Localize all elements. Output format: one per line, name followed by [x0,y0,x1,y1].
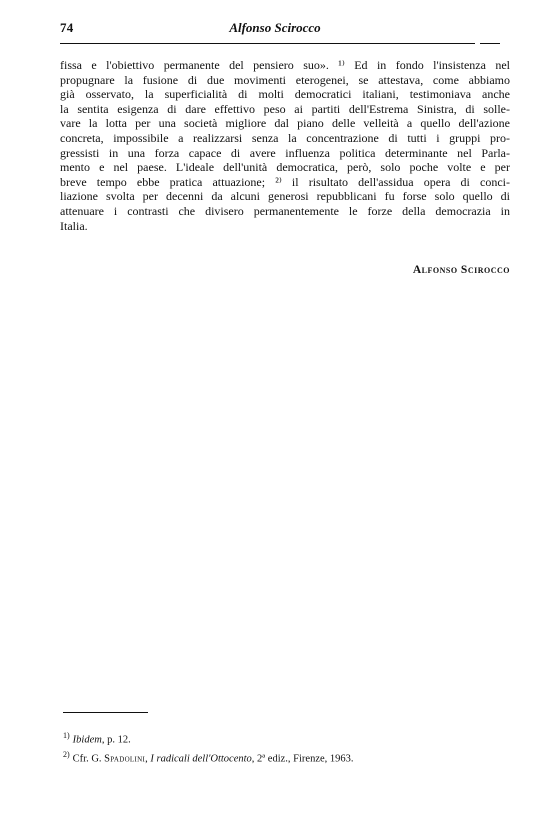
header-dash [480,43,500,44]
footnote-title: Ibidem [72,734,102,746]
author-signature: Alfonso Scirocco [412,264,510,276]
footnote-text: , p. 12. [101,734,131,746]
body-line: breve tempo ebbe pratica attuazione; ²⁾ il risultato dell'assidua opera di conci- [60,174,510,189]
footnote-marker: 2) [63,749,70,759]
running-head: Alfonso Scirocco [229,20,321,35]
footnote-title: I radicali dell'Ottocento [150,753,252,764]
footnotes [63,729,503,766]
body-line: la sentita esigenza di dare effettivo peso ai partiti dell'Estrema Sinistra, di solle- [60,101,510,116]
footnote-marker: 1) [63,731,70,740]
body-line: mento e nel paese. L'ideale dell'unità democratica, però, solo poche volte e per [60,160,510,175]
body-line: liazione svolta per decenni da alcuni generosi repubblicani fu forse solo quello di [60,189,510,204]
body-text [60,58,510,233]
footnote [63,729,503,748]
footnote [63,748,503,767]
footnote-text: Cfr. G. [72,753,105,764]
body-line: attenuare i contrasti che divisero permanentemente le forze della democrazia in [60,203,510,218]
footnote-text: , 2ª ediz., Firenze, 1963. [251,753,354,764]
body-line: gressisti in una forza capace di avere influenza politica determinante nel Parla- [60,145,510,160]
page-number: 74 [60,20,74,35]
footnote-text: , [145,753,151,764]
body-line: già osservato, la superficialità di molti democratici italiani, testimoniava anche [60,87,510,102]
body-line: concreta, impossibile a realizzarsi senza la concentrazione di tutti i gruppi pro- [60,130,510,145]
body-line: propugnare la fusione di due movimenti eterogenei, se attestava, come abbiamo [60,72,510,87]
body-line: vare la lotta per una società migliore dal piano delle velleità a quello dell'azione [60,116,510,131]
body-line: Italia. [60,218,88,233]
footnote-rule [63,712,148,713]
header-rule [60,43,475,44]
body-line: fissa e l'obiettivo permanente del pensiero suo». ¹⁾ Ed in fondo l'insistenza nel [60,58,510,72]
footnote-author: Spadolini [104,753,146,764]
